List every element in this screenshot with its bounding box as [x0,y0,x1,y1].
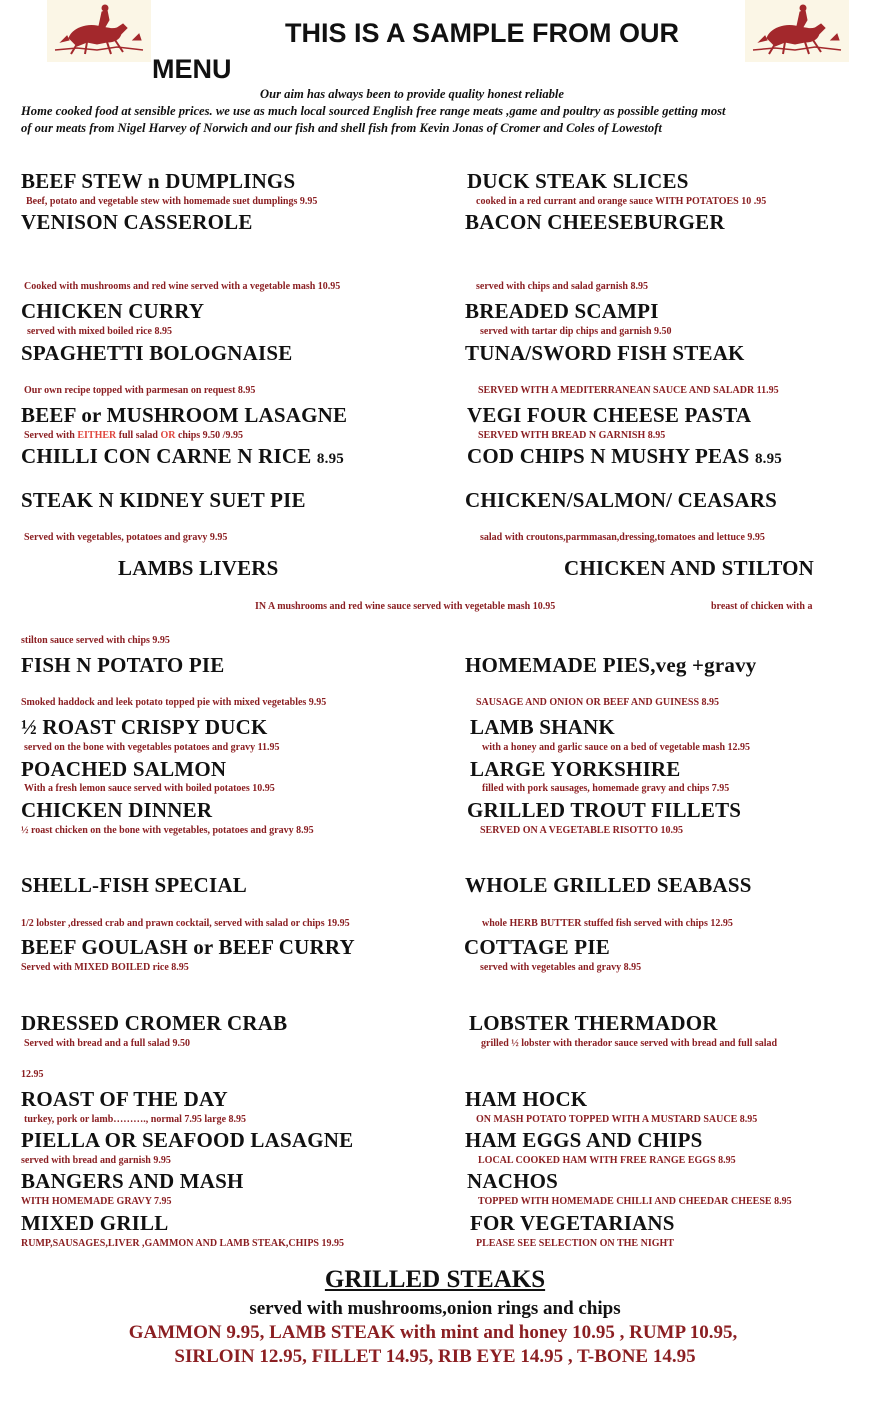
dish-name: BREADED SCAMPI [465,299,659,323]
dish-name: STEAK N KIDNEY SUET PIE [21,488,306,512]
steak-prices-line-1: GAMMON 9.95, LAMB STEAK with mint and honey 10.95 , RUMP 10.95, [128,1322,738,1343]
page-title: THIS IS A SAMPLE FROM OUR [285,18,680,48]
dish-name: BANGERS AND MASH [21,1169,244,1193]
dish-description: RUMP,SAUSAGES,LIVER ,GAMMON AND LAMB STEAK,CHIPS 19.95 [21,1238,344,1249]
dish-description: Served with bread and a full salad 9.50 [24,1038,190,1049]
dish-name: BEEF STEW n DUMPLINGS [21,169,296,193]
dish-name: GRILLED TROUT FILLETS [467,798,742,822]
desc-text: chips 9.50 /9.95 [175,430,243,441]
dish-description: salad with croutons,parmmasan,dressing,tomatoes and lettuce 9.95 [480,532,765,543]
dish-name: LOBSTER THERMADOR [469,1011,718,1035]
intro-line-3: of our meats from Nigel Harvey of Norwich and our fish and shell fish from Kevin Jonas of Cromer and Coles of Lowestoft [21,121,662,135]
desc-highlight: OR [160,430,176,441]
section-title-grilled-steaks: GRILLED STEAKS [324,1266,546,1293]
intro-line-2: Home cooked food at sensible prices. we use as much local sourced English free range meats ,game and poultry as possible getting most [21,104,726,118]
dish-description: served with mixed boiled rice 8.95 [27,326,172,337]
horse-rider-logo-right [745,0,849,62]
dish-description: Our own recipe topped with parmesan on request 8.95 [24,385,256,396]
dish-name: CHICKEN AND STILTON [564,556,815,580]
dish-name: POACHED SALMON [21,757,227,781]
steak-prices-line-2: SIRLOIN 12.95, FILLET 14.95, RIB EYE 14.95 , T-BONE 14.95 [174,1346,696,1367]
dish-description: Cooked with mushrooms and red wine served with a vegetable mash 10.95 [24,281,341,292]
dish-name: BACON CHEESEBURGER [465,210,725,234]
dish-title: CHILLI CON CARNE N RICE [21,444,317,468]
dish-description: Served with MIXED BOILED rice 8.95 [21,962,189,973]
dish-description: served with tartar dip chips and garnish 9.50 [480,326,672,337]
dish-name: FISH N POTATO PIE [21,653,225,677]
dish-name: HOMEMADE PIES,veg +gravy [465,653,757,677]
dish-description: SAUSAGE AND ONION OR BEEF AND GUINESS 8.95 [476,697,720,708]
dish-name: VENISON CASSEROLE [21,210,253,234]
section-subtitle: served with mushrooms,onion rings and chips [249,1298,621,1319]
dish-name: DUCK STEAK SLICES [467,169,689,193]
dish-description: With a fresh lemon sauce served with boiled potatoes 10.95 [24,783,275,794]
dish-description: turkey, pork or lamb………., normal 7.95 large 8.95 [24,1114,247,1125]
dish-name: COTTAGE PIE [464,935,610,959]
desc-highlight: EITHER [77,430,117,441]
dish-description: 1/2 lobster ,dressed crab and prawn cocktail, served with salad or chips 19.95 [21,918,350,929]
dish-title: COD CHIPS N MUSHY PEAS [467,444,755,468]
dish-name: PIELLA OR SEAFOOD LASAGNE [21,1128,354,1152]
dish-description: with a honey and garlic sauce on a bed of vegetable mash 12.95 [482,742,751,753]
dish-name: BEEF or MUSHROOM LASAGNE [21,403,348,427]
dish-name: LAMB SHANK [470,715,615,739]
dish-description: IN A mushrooms and red wine sauce served with vegetable mash 10.95 [255,601,556,612]
dish-description: cooked in a red currant and orange sauce WITH POTATOES 10 .95 [476,196,767,207]
dish-name: LAMBS LIVERS [118,556,279,580]
dish-name: BEEF GOULASH or BEEF CURRY [21,935,355,959]
dish-description: PLEASE SEE SELECTION ON THE NIGHT [476,1238,674,1249]
desc-text: full salad [116,430,161,441]
dish-description: whole HERB BUTTER stuffed fish served with chips 12.95 [482,918,733,929]
dish-name: TUNA/SWORD FISH STEAK [465,341,745,365]
dish-name: CHICKEN/SALMON/ CEASARS [465,488,778,512]
dish-name: HAM EGGS AND CHIPS [465,1128,703,1152]
dish-description: stilton sauce served with chips 9.95 [21,635,170,646]
dish-name: SHELL-FISH SPECIAL [21,873,247,897]
dish-description: Beef, potato and vegetable stew with homemade suet dumplings 9.95 [26,196,318,207]
dish-name: LARGE YORKSHIRE [470,757,681,781]
intro-line-1: Our aim has always been to provide quality honest reliable [260,87,565,101]
dish-description: Served with vegetables, potatoes and gravy 9.95 [24,532,228,543]
dish-description: filled with pork sausages, homemade gravy and chips 7.95 [482,783,730,794]
dish-description: served with chips and salad garnish 8.95 [476,281,648,292]
dish-name: ROAST OF THE DAY [21,1087,228,1111]
dish-name: DRESSED CROMER CRAB [21,1011,288,1035]
dish-name: NACHOS [467,1169,559,1193]
dish-description: breast of chicken with a [711,601,813,612]
dish-description: TOPPED WITH HOMEMADE CHILLI AND CHEEDAR CHEESE 8.95 [478,1196,792,1207]
dish-name: SPAGHETTI BOLOGNAISE [21,341,293,365]
dish-description: served on the bone with vegetables potatoes and gravy 11.95 [24,742,280,753]
dish-description [24,430,243,441]
dish-description: ½ roast chicken on the bone with vegetables, potatoes and gravy 8.95 [21,825,314,836]
dish-name: HAM HOCK [465,1087,588,1111]
dish-description: served with vegetables and gravy 8.95 [480,962,642,973]
dish-description: SERVED ON A VEGETABLE RISOTTO 10.95 [480,825,684,836]
page-title-line2: MENU [152,54,232,84]
dish-description: 12.95 [21,1069,44,1080]
dish-description: SERVED WITH BREAD N GARNISH 8.95 [478,430,666,441]
dish-description: served with bread and garnish 9.95 [21,1155,171,1166]
dish-name [467,444,782,469]
dish-name: MIXED GRILL [21,1211,169,1235]
dish-name: FOR VEGETARIANS [470,1211,675,1235]
dish-name: CHICKEN CURRY [21,299,205,323]
dish-description: grilled ½ lobster with therador sauce served with bread and full salad [481,1038,778,1049]
dish-description: LOCAL COOKED HAM WITH FREE RANGE EGGS 8.95 [478,1155,736,1166]
horse-rider-logo-left [47,0,151,62]
dish-name: ½ ROAST CRISPY DUCK [21,715,268,739]
dish-description: ON MASH POTATO TOPPED WITH A MUSTARD SAUCE 8.95 [476,1114,758,1125]
dish-price: 8.95 [754,451,782,467]
dish-description: SERVED WITH A MEDITERRANEAN SAUCE AND SALADR 11.95 [478,385,779,396]
desc-text: Served with [24,430,78,441]
dish-description: Smoked haddock and leek potato topped pie with mixed vegetables 9.95 [21,697,327,708]
dish-price: 8.95 [316,451,344,467]
dish-name: CHICKEN DINNER [21,798,213,822]
dish-description: WITH HOMEMADE GRAVY 7.95 [21,1196,172,1207]
dish-name: VEGI FOUR CHEESE PASTA [467,403,752,427]
dish-name: WHOLE GRILLED SEABASS [465,873,752,897]
dish-name [21,444,344,469]
